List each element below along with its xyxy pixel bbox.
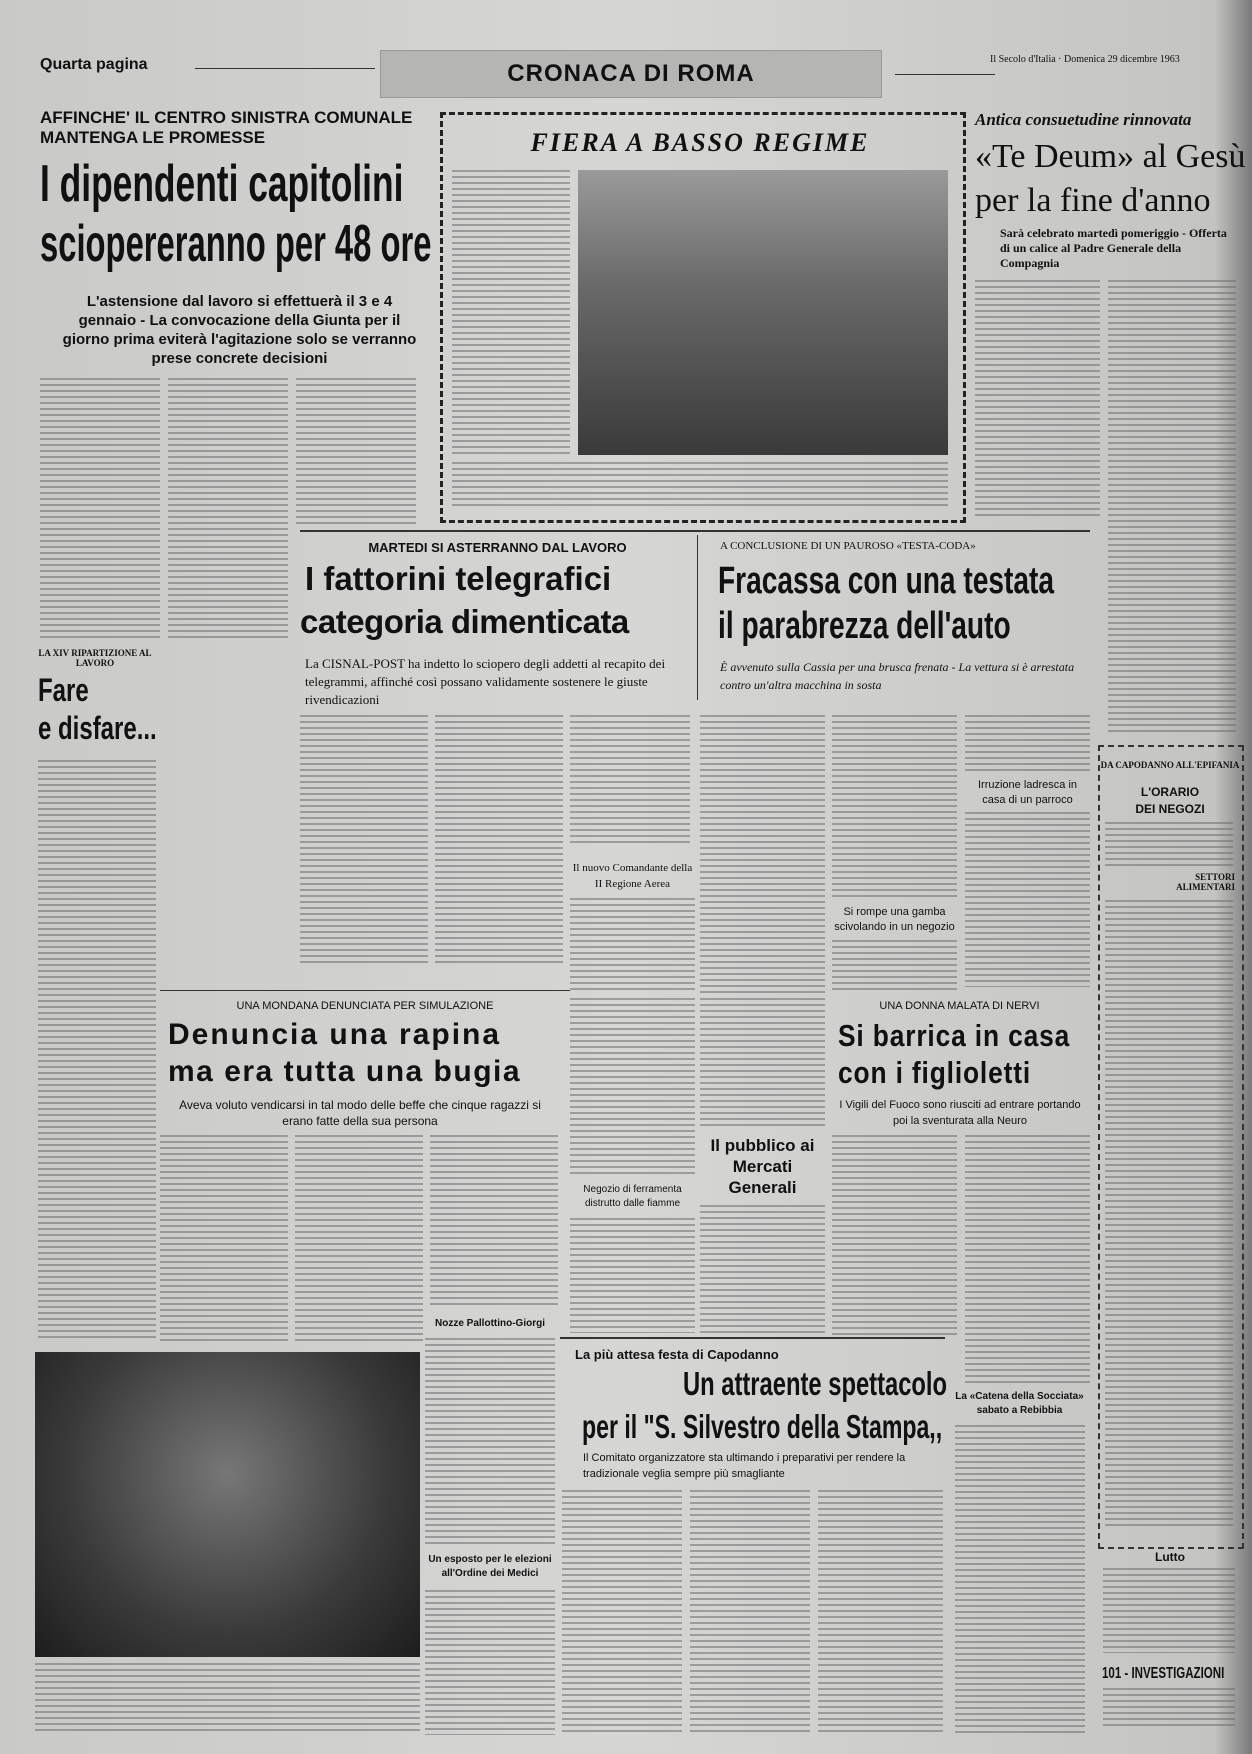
small-headline: Negozio di ferramenta distrutto dalle fiamme [583, 1184, 682, 1209]
body-text [452, 170, 570, 455]
body-text [425, 1338, 555, 1548]
body-text [965, 715, 1090, 775]
headline: FIERA A BASSO REGIME [530, 128, 870, 157]
headline: sciopereranno per 48 ore [40, 215, 432, 273]
subhead: Aveva voluto vendicarsi in tal modo delle beffe che cinque ragazzi si erano fatte della sua persona [179, 1098, 541, 1128]
body-text [975, 280, 1100, 520]
divider [160, 990, 570, 991]
headline: ma era tutta una bugia [168, 1055, 522, 1088]
body-text [965, 812, 1090, 987]
body-text [40, 378, 160, 640]
divider [697, 535, 698, 700]
headline: I fattorini telegrafici [305, 560, 612, 597]
body-text [160, 1135, 288, 1345]
body-text [832, 1135, 957, 1335]
divider [895, 74, 995, 75]
small-headline: Si rompe una gamba scivolando in un negozio [834, 906, 955, 933]
kicker: Antica consuetudine rinnovata [975, 110, 1192, 129]
headline: Si barrica in casa [838, 1018, 1071, 1053]
small-headline: La «Catena della Socciata» sabato a Rebibbia [955, 1391, 1084, 1416]
subhead: I Vigili del Fuoco sono riusciti ad entrare portando poi la sventurata alla Neuro [839, 1099, 1081, 1127]
body-text [700, 998, 825, 1128]
small-headline: Un esposto per le elezioni all'Ordine dei Medici [428, 1554, 552, 1579]
body-text [562, 1490, 682, 1735]
bottom-photo [35, 1352, 420, 1657]
masthead-date: Il Secolo d'Italia · Domenica 29 dicembre 1963 [990, 54, 1180, 65]
body-text [690, 1490, 810, 1735]
section-label: Quarta pagina [40, 56, 148, 73]
body-text [700, 1205, 825, 1333]
body-text [955, 1425, 1085, 1735]
body-text [832, 715, 957, 900]
kicker: MARTEDI SI ASTERRANNO DAL LAVORO [368, 540, 627, 555]
kicker: UNA MONDANA DENUNCIATA PER SIMULAZIONE [236, 1000, 494, 1012]
headline: I dipendenti capitolini [40, 155, 404, 213]
subhead: Il Comitato organizzatore sta ultimando i preparativi per rendere la tradizionale veglia sempre più smagliante [583, 1452, 906, 1480]
headline: «Te Deum» al Gesù [975, 138, 1246, 175]
kicker: A CONCLUSIONE DI UN PAUROSO «TESTA-CODA» [720, 540, 976, 552]
kicker: LA XIV RIPARTIZIONE AL LAVORO [38, 648, 152, 668]
body-text [700, 715, 825, 995]
kicker: La più attesa festa di Capodanno [575, 1347, 779, 1362]
photo-caption [452, 462, 948, 510]
kicker: AFFINCHE' IL CENTRO SINISTRA COMUNALE MANTENGA LE PROMESSE [40, 108, 413, 147]
body-text [430, 1135, 558, 1305]
headline: Un attraente spettacolo [683, 1365, 948, 1402]
body-text [38, 760, 156, 1340]
subhead: La CISNAL-POST ha indetto lo sciopero degli addetti al recapito dei telegrammi, affinché così possano validamente sostenere le giuste rivendicazioni [305, 656, 666, 707]
headline: con i figlioletti [838, 1055, 1032, 1090]
body-text [965, 1135, 1090, 1385]
subhead: L'astensione dal lavoro si effettuerà il 3 e 4 gennaio - La convocazione della Giunta per il giorno prima eviterà l'agitazione solo se verranno prese concrete decisioni [62, 293, 417, 367]
fiera-photo [578, 170, 948, 455]
headline: Fare [38, 672, 89, 708]
headline: il parabrezza dell'auto [718, 605, 1011, 647]
section-banner [380, 50, 882, 98]
photo-caption [35, 1663, 420, 1733]
kicker: UNA DONNA MALATA DI NERVI [879, 1000, 1040, 1012]
body-text [570, 998, 695, 1178]
body-text [425, 1590, 555, 1735]
body-text [570, 898, 695, 993]
body-text [300, 715, 428, 965]
box-title: L'ORARIO [1140, 785, 1200, 799]
headline: per il "S. Silvestro della Stampa,, [582, 1408, 943, 1445]
headline: e disfare... [38, 710, 157, 746]
body-text [1103, 1568, 1235, 1653]
subhead: Sarà celebrato martedì pomeriggio - Offerta di un calice al Padre Generale della Compagnia [1000, 226, 1227, 270]
body-text [295, 1135, 423, 1345]
box-title: DEI NEGOZI [1135, 802, 1205, 816]
body-text [832, 940, 957, 990]
small-headline: Irruzione ladresca in casa di un parroco [977, 779, 1078, 806]
box-section: SETTORI ALIMENTARI [1176, 872, 1235, 892]
body-text [570, 1218, 695, 1333]
body-text [1105, 822, 1233, 870]
divider [300, 530, 1090, 532]
headline: per la fine d'anno [975, 182, 1211, 219]
divider [195, 68, 375, 69]
body-text [1105, 900, 1233, 1530]
banner-title: CRONACA DI ROMA [507, 60, 755, 87]
subhead: È avvenuto sulla Cassia per una brusca frenata - La vettura si è arrestata contro un'altra macchina in sosta [720, 660, 1075, 692]
small-headline: Il nuovo Comandante della II Regione Aerea [572, 862, 693, 890]
body-text [570, 715, 690, 845]
kicker: DA CAPODANNO ALL'EPIFANIA [1100, 760, 1240, 770]
small-headline: Lutto [1155, 1550, 1185, 1564]
ad-title: 101 - INVESTIGAZIONI [1102, 1665, 1225, 1682]
headline: categoria dimenticata [300, 603, 629, 640]
headline: Fracassa con una testata [718, 560, 1055, 602]
small-headline: Nozze Pallottino-Giorgi [435, 1318, 545, 1329]
ad-text [1103, 1688, 1235, 1728]
body-text [1108, 280, 1236, 735]
headline: Denuncia una rapina [168, 1018, 502, 1051]
divider [560, 1337, 945, 1339]
headline: Il pubblico ai Mercati Generali [710, 1136, 815, 1197]
body-text [435, 715, 563, 965]
body-text [818, 1490, 943, 1735]
body-text [168, 378, 288, 640]
body-text [296, 378, 416, 528]
